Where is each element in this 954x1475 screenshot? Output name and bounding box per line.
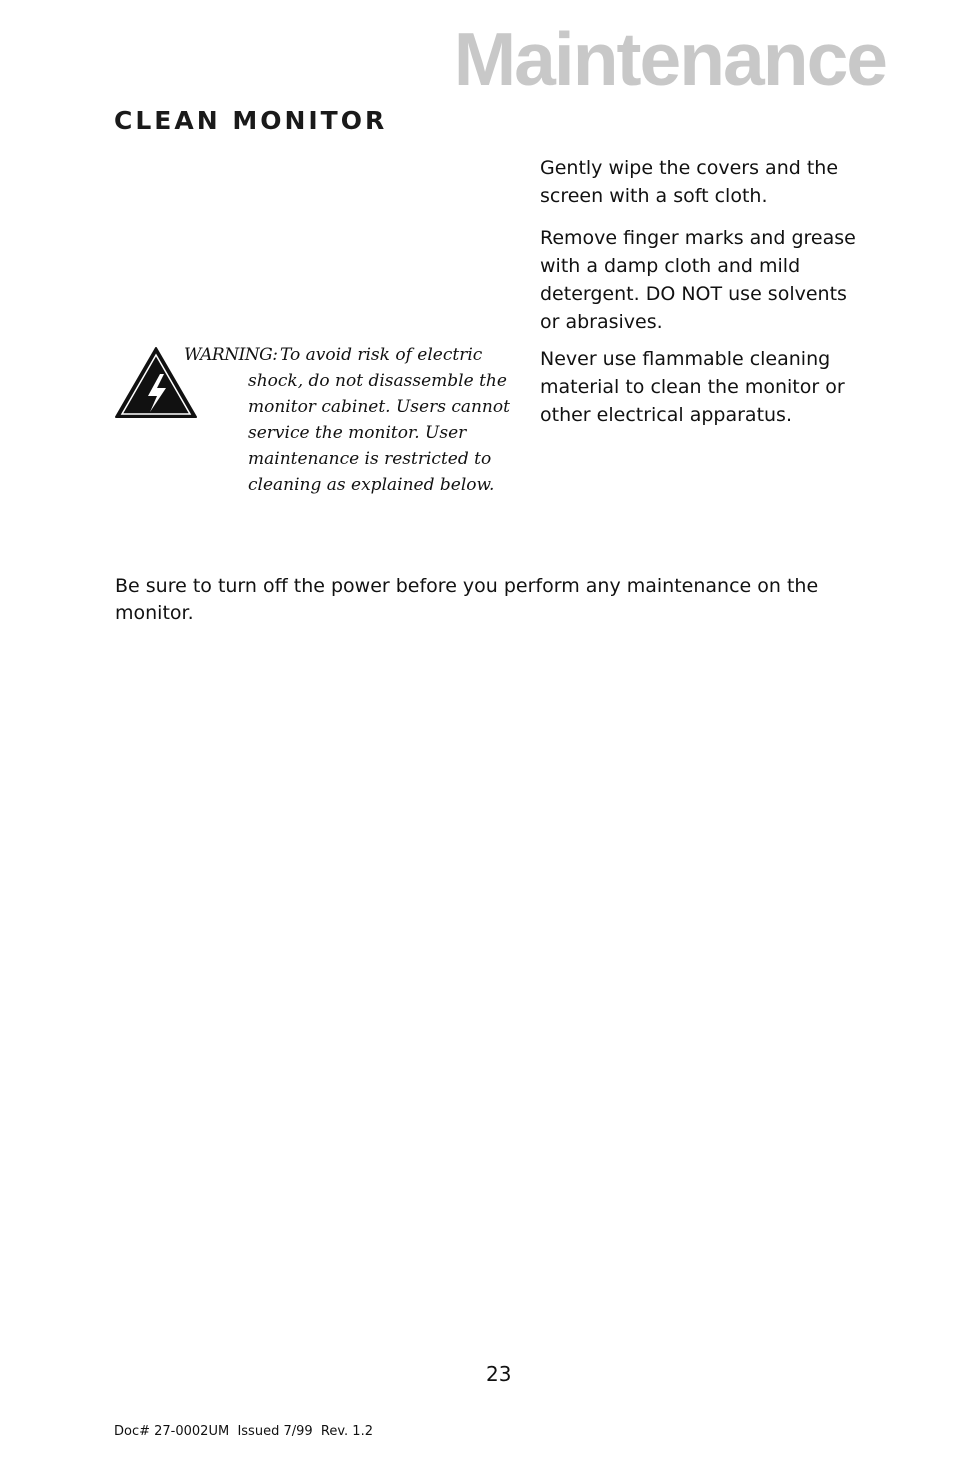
warning-line: cleaning as explained below. — [248, 475, 495, 495]
warning-line: maintenance is restricted to — [248, 449, 492, 469]
page-number: 23 — [486, 1362, 512, 1386]
section-heading: CLEAN MONITOR — [114, 106, 388, 135]
warning-text — [184, 342, 510, 498]
warning-line: service the monitor. User — [248, 423, 467, 443]
instruction-remove-marks: Remove finger marks and grease with a damp cloth and mild detergent. DO NOT use solvents or abrasives. — [540, 227, 856, 333]
page-title: Maintenance — [453, 17, 886, 101]
warning-line: WARNING: To avoid risk of electric — [184, 342, 494, 368]
warning-line: monitor cabinet. Users cannot — [248, 397, 510, 417]
document-info: Doc# 27-0002UM Issued 7/99 Rev. 1.2 — [114, 1424, 373, 1439]
power-off-note: Be sure to turn off the power before you perform any maintenance on the monitor. — [115, 575, 819, 624]
warning-label: WARNING: — [184, 345, 278, 365]
warning-line: shock, do not disassemble the — [248, 371, 507, 391]
instruction-wipe: Gently wipe the covers and the screen with a soft cloth. — [540, 157, 839, 207]
instruction-no-flammables: Never use flammable cleaning material to clean the monitor or other electrical apparatus. — [540, 348, 845, 426]
